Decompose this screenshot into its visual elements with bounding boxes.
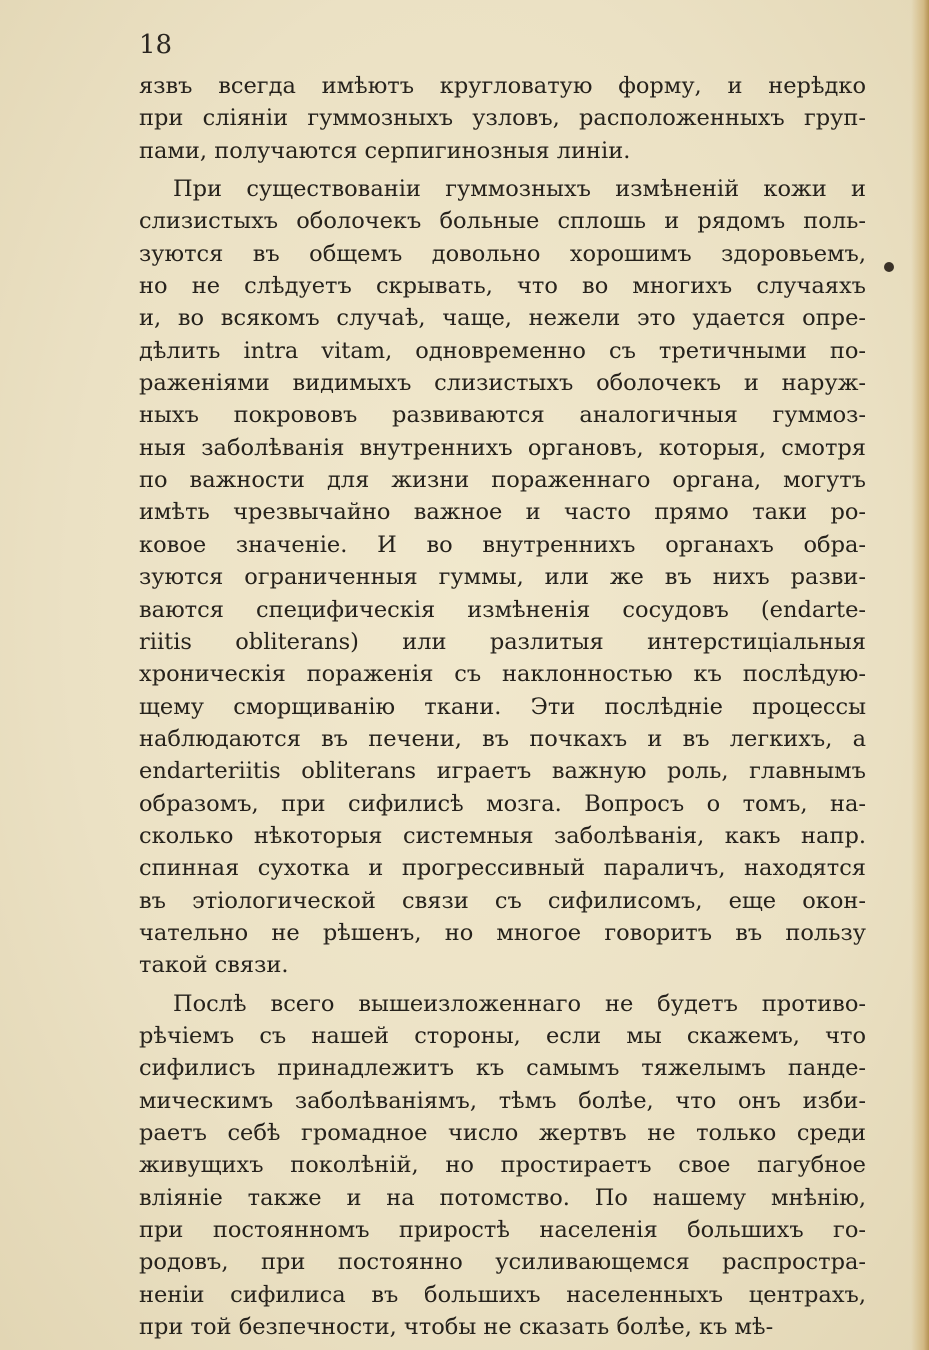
text-line: но не слѣдуетъ скрывать, что во многихъ случаяхъ xyxy=(139,273,866,300)
page-number: 18 xyxy=(139,30,173,60)
text-line: дѣлить intra vitam, одновременно съ третичными по- xyxy=(139,337,866,364)
text-line: сифилисъ принадлежитъ къ самымъ тяжелымъ панде- xyxy=(139,1055,866,1082)
text-line: въ этіологической связи съ сифилисомъ, еще окон- xyxy=(139,887,866,914)
text-line: ныхъ покрововъ развиваются аналогичныя гуммоз- xyxy=(139,402,866,429)
text-line: живущихъ поколѣній, но простираетъ свое пагубное xyxy=(139,1152,866,1179)
text-line: такой связи. xyxy=(139,952,289,979)
text-line: при постоянномъ приростѣ населенія большихъ го- xyxy=(139,1217,866,1244)
text-line: вліяніе также и на потомство. По нашему мнѣнію, xyxy=(139,1184,866,1211)
text-line: при той безпечности, чтобы не сказать болѣе, къ мѣ- xyxy=(139,1314,774,1341)
text-line: спинная сухотка и прогрессивный параличъ, находятся xyxy=(139,855,866,882)
text-line: раженіями видимыхъ слизистыхъ оболочекъ и наруж- xyxy=(139,370,866,397)
text-line: имѣть чрезвычайно важное и часто прямо таки ро- xyxy=(139,499,866,526)
text-line: наблюдаются въ печени, въ почкахъ и въ легкихъ, а xyxy=(139,725,866,752)
paragraph xyxy=(139,988,866,1344)
text-line: образомъ, при сифилисѣ мозга. Вопросъ о томъ, на- xyxy=(139,790,866,817)
text-line: зуются ограниченныя гуммы, или же въ нихъ разви- xyxy=(139,564,866,591)
text-line: сколько нѣкоторыя системныя заболѣванія, какъ напр. xyxy=(139,822,866,849)
text-line: endarteriitis obliterans играетъ важную роль, главнымъ xyxy=(139,758,866,785)
text-line: ныя заболѣванія внутреннихъ органовъ, которыя, смотря xyxy=(139,434,866,461)
text-line: родовъ, при постоянно усиливающемся распростра- xyxy=(139,1249,866,1276)
text-line: по важности для жизни пораженнаго органа, могутъ xyxy=(139,467,866,494)
text-line: и, во всякомъ случаѣ, чаще, нежели это удается опре- xyxy=(139,305,866,332)
page-edge-shadow xyxy=(911,0,929,1350)
paragraph xyxy=(139,70,866,167)
text-line: Послѣ всего вышеизложеннаго не будетъ противо- xyxy=(173,990,866,1017)
text-line: При существованіи гуммозныхъ измѣненій кожи и xyxy=(173,176,866,203)
text-line: неніи сифилиса въ большихъ населенныхъ центрахъ, xyxy=(139,1281,866,1308)
text-line: мическимъ заболѣваніямъ, тѣмъ болѣе, что онъ изби- xyxy=(139,1087,866,1114)
text-line: слизистыхъ оболочекъ больные сплошь и рядомъ поль- xyxy=(139,208,866,235)
text-line: пами, получаются серпигинозныя линіи. xyxy=(139,137,631,164)
body-text xyxy=(139,70,866,1343)
text-line: хроническія пораженія съ наклонностью къ послѣдую- xyxy=(139,661,866,688)
text-line: щему сморщиванію ткани. Эти послѣдніе процессы xyxy=(139,693,866,720)
text-line: зуются въ общемъ довольно хорошимъ здоровьемъ, xyxy=(139,240,866,267)
text-line: чательно не рѣшенъ, но многое говоритъ въ пользу xyxy=(139,919,866,946)
ink-spot xyxy=(884,262,894,272)
text-line: ваются специфическія измѣненія сосудовъ (endarte- xyxy=(139,596,866,623)
paragraph xyxy=(139,173,866,982)
text-line: раетъ себѣ громадное число жертвъ не только среди xyxy=(139,1120,866,1146)
text-line: riitis obliterans) или разлитыя интерстиціальныя xyxy=(139,628,866,655)
text-line: при сліяніи гуммозныхъ узловъ, расположенныхъ груп- xyxy=(139,105,866,132)
text-line: рѣчіемъ съ нашей стороны, если мы скажемъ, что xyxy=(139,1022,866,1049)
text-line: язвъ всегда имѣютъ кругловатую форму, и нерѣдко xyxy=(139,73,866,99)
text-line: ковое значеніе. И во внутреннихъ органахъ обра- xyxy=(139,531,866,558)
